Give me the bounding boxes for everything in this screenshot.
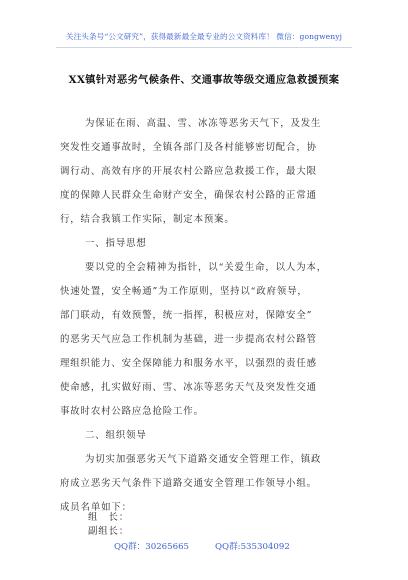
header-divider bbox=[56, 47, 352, 48]
paragraph-line: 使命感，扎实做好雨、雪、冰冻等恶劣天气及突发性交通 bbox=[60, 382, 317, 393]
paragraph-line: 调行动、高效有序的开展农村公路应急救援工作，最大限 bbox=[60, 166, 317, 177]
member-role-deputy: 副组长： bbox=[88, 526, 130, 537]
footer-qq-group-1: QQ群：30265665 bbox=[114, 542, 190, 552]
section-heading: 二、组织领导 bbox=[85, 430, 147, 441]
paragraph-line: 为切实加强恶劣天气下道路交通安全管理工作，镇政 bbox=[85, 454, 322, 465]
paragraph-line: 事故时农村公路应急抢险工作。 bbox=[60, 406, 204, 417]
paragraph-line: 理组织能力、安全保障能力和服务水平，以强烈的责任感 bbox=[60, 358, 317, 369]
section-heading: 一、指导思想 bbox=[85, 238, 147, 249]
paragraph-line: 要以党的全会精神为指针，以“关爱生命，以人为本， bbox=[85, 262, 328, 273]
paragraph-line: 府成立恶劣天气条件下道路交通安全管理工作领导小组。 bbox=[60, 478, 317, 489]
paragraph-line: 快速处置，安全畅通”为工作原则，坚持以“政府领导， bbox=[60, 286, 308, 297]
footer-qq-group-2: QQ群:535304092 bbox=[215, 542, 290, 552]
paragraph-line: 行，结合我镇工作实际，制定本预案。 bbox=[60, 214, 235, 225]
member-role-leader: 组 长： bbox=[88, 512, 130, 523]
paragraph-line: 部门联动，有效预警，统一指挥，积极应对，保障安全” bbox=[60, 310, 313, 321]
paragraph-line: 为保证在雨、高温、雪、冰冻等恶劣天气下，及发生 bbox=[85, 118, 322, 129]
header-promo-note: 关注头条号“公文研究”，获得最新最全最专业的公文资料库！ 微信：gongwenyj bbox=[65, 32, 343, 41]
paragraph-line: 突发性交通事故时，全镇各部门及各村能够密切配合，协 bbox=[60, 142, 317, 153]
paragraph-line: 的恶劣天气应急工作机制为基础，进一步提高农村公路管 bbox=[60, 334, 317, 345]
paragraph-line: 度的保障人民群众生命财产安全，确保农村公路的正常通 bbox=[60, 190, 317, 201]
paragraph-line: 成员名单如下： bbox=[60, 502, 132, 513]
document-title: XX镇针对恶劣气候条件、交通事故等级交通应急救援预案 bbox=[68, 74, 340, 86]
